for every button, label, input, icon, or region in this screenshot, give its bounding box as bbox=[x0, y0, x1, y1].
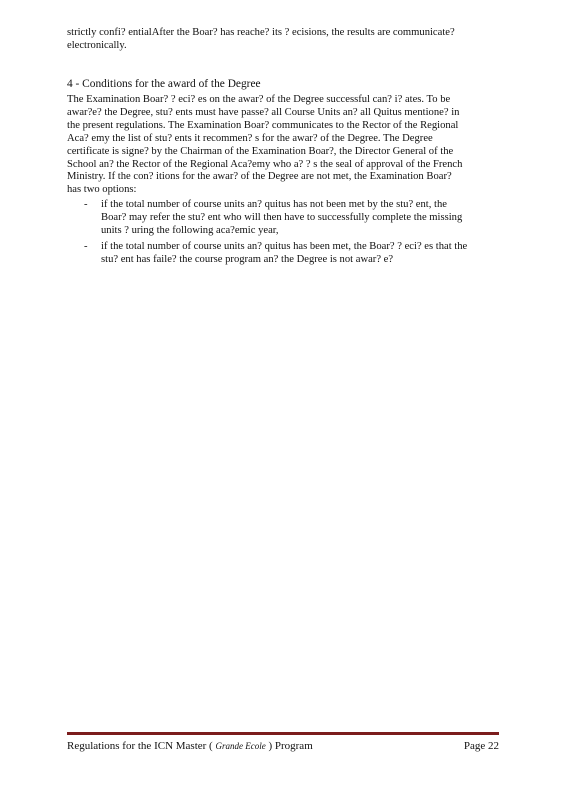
intro-line: strictly confi? entialAfter the Boar? has reache? its ? ecisions, the results are communicate? bbox=[67, 27, 455, 38]
paragraph-line: Aca? emy the list of stu? ents it recommen? s for the awar? of the Degree. The Degree bbox=[67, 132, 433, 144]
list-item bbox=[84, 241, 526, 267]
intro-paragraph bbox=[67, 27, 519, 53]
paragraph-line: certificate is signe? by the Chairman of the Examination Boar?, the Director General of the bbox=[67, 145, 454, 157]
paragraph-line: the present regulations. The Examination Boar? communicates to the Rector of the Regional bbox=[67, 119, 459, 131]
section-heading: 4 - Conditions for the award of the Degree bbox=[67, 78, 261, 90]
list-item bbox=[84, 199, 526, 238]
footer-divider bbox=[67, 732, 499, 735]
paragraph-line: awar?e? the Degree, stu? ents must have passe? all Course Units an? all Quitus mentione? in bbox=[67, 106, 460, 118]
footer-title bbox=[67, 740, 313, 753]
dash-bullet: - bbox=[84, 240, 88, 252]
paragraph-line: The Examination Boar? ? eci? es on the awar? of the Degree successful can? i? ates. To be bbox=[67, 94, 451, 105]
dash-bullet: - bbox=[84, 199, 88, 210]
paragraph-line: Ministry. If the con? itions for the awar? of the Degree are not met, the Examination Boar? bbox=[67, 171, 452, 183]
paragraph-line: has two options: bbox=[67, 184, 137, 196]
list-item-line: if the total number of course units an? quitus has not been met by the stu? ent, the bbox=[101, 199, 447, 210]
options-list bbox=[84, 199, 526, 270]
list-item-line: units ? uring the following aca?emic year, bbox=[101, 224, 279, 236]
paragraph-line: School an? the Rector of the Regional Aca?emy who a? ? s the seal of approval of the French bbox=[67, 158, 463, 170]
footer-title-italic: Grande Ecole bbox=[215, 741, 266, 751]
footer-title-suffix: ) Program bbox=[268, 740, 313, 752]
list-item-line: stu? ent has faile? the course program an? the Degree is not awar? e? bbox=[101, 253, 394, 265]
list-item-line: Boar? may refer the stu? ent who will then have to successfully complete the missing bbox=[101, 211, 463, 223]
page-number: Page 22 bbox=[463, 740, 499, 752]
section-paragraph bbox=[67, 94, 519, 197]
list-item-line: if the total number of course units an? quitus has been met, the Boar? ? eci? es that the bbox=[101, 240, 468, 252]
intro-line: electronically. bbox=[67, 39, 127, 51]
footer-title-prefix: Regulations for the ICN Master ( bbox=[67, 740, 213, 752]
